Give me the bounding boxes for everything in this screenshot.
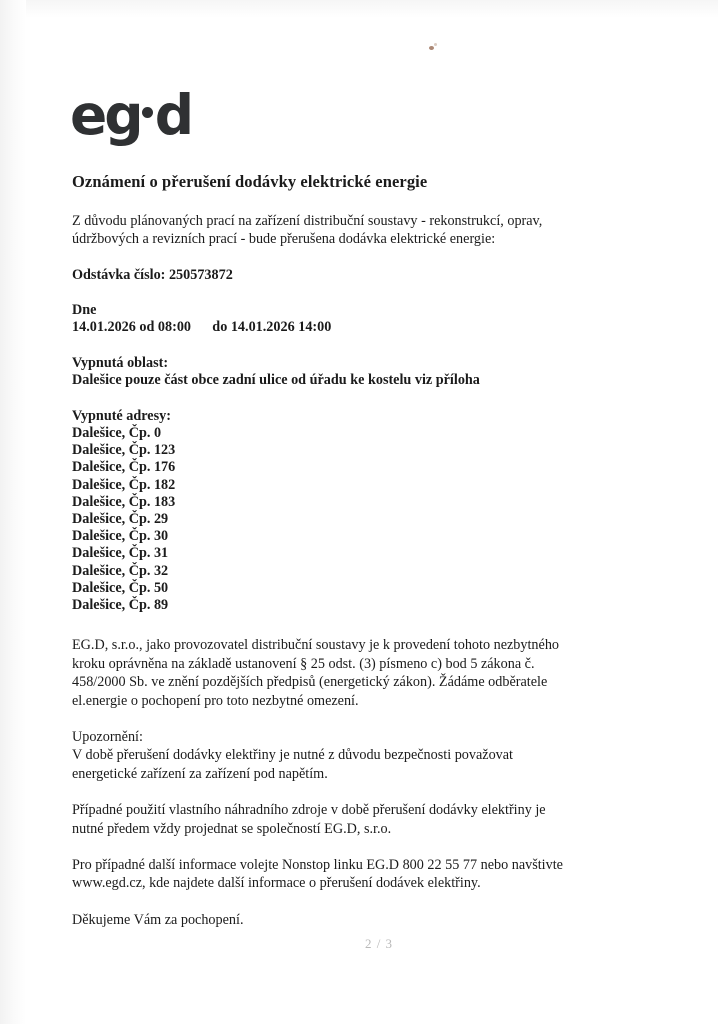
- list-item: Dalešice, Čp. 182: [72, 476, 176, 493]
- outage-number: Odstávka číslo: 250573872: [72, 266, 233, 283]
- scan-edge-tint-top: [0, 0, 718, 18]
- list-item: Dalešice, Čp. 0: [72, 425, 162, 442]
- contact-paragraph: Pro případné další informace volejte Nonstop linku EG.D 800 22 55 77 nebo navštivte www.egd.cz, kde najdete další informace o přerušení dodávek elektřiny.: [72, 856, 563, 892]
- scan-edge-tint-left: [0, 0, 26, 1024]
- addresses-list: [72, 425, 564, 614]
- list-item: Dalešice, Čp. 50: [72, 579, 169, 596]
- warning-label: Upozornění:: [72, 728, 143, 745]
- logo-text-head: eg: [70, 83, 141, 147]
- intro-paragraph: Z důvodu plánovaných prací na zařízení distribuční soustavy - rekonstrukcí, oprav, údržbových a revizních prací - bude přerušena dodávka elektrické energie:: [72, 212, 543, 248]
- list-item: Dalešice, Čp. 30: [72, 528, 169, 545]
- legal-paragraph: EG.D, s.r.o., jako provozovatel distribuční soustavy je k provedení tohoto nezbytného kroku oprávněna na základě ustanovení § 25 odst. (3) písmeno c) bod 5 zákona č. 458/2000 Sb. ve znění pozdějších předpisů (energetický zákon). Žádáme odběratele el.energie o pochopení pro toto nezbytné omezení.: [72, 637, 560, 709]
- scan-artifact-speck-secondary-icon: [434, 43, 437, 46]
- warning-block: [72, 728, 564, 783]
- warning-paragraph: V době přerušení dodávky elektřiny je nutné z důvodu bezpečnosti považovat energetické zařízení za zařízení pod napětím.: [72, 747, 513, 782]
- scan-artifact-speck-icon: [429, 46, 434, 50]
- egd-logo: [70, 83, 192, 147]
- area-value: Dalešice pouze část obce zadní ulice od úřadu ke kostelu viz příloha: [72, 372, 480, 389]
- list-item: Dalešice, Čp. 89: [72, 597, 169, 614]
- list-item: Dalešice, Čp. 32: [72, 562, 169, 579]
- logo-text-tail: d: [154, 83, 192, 147]
- document-body: [72, 172, 564, 929]
- list-item: Dalešice, Čp. 29: [72, 511, 169, 528]
- date-value: 14.01.2026 od 08:00 do 14.01.2026 14:00: [72, 319, 332, 336]
- list-item: Dalešice, Čp. 123: [72, 442, 176, 459]
- logo-dot-icon: [142, 107, 153, 118]
- list-item: Dalešice, Čp. 183: [72, 493, 176, 510]
- backup-source-paragraph: Případné použití vlastního náhradního zdroje v době přerušení dodávky elektřiny je nutné předem vždy projednat se společností EG.D, s.r.o.: [72, 802, 546, 837]
- area-label: Vypnutá oblast:: [72, 354, 169, 371]
- closing-paragraph: Děkujeme Vám za pochopení.: [72, 911, 244, 928]
- list-item: Dalešice, Čp. 176: [72, 459, 176, 476]
- addresses-label: Vypnuté adresy:: [72, 407, 171, 424]
- date-label: Dne: [72, 302, 97, 319]
- page-number: 2 / 3: [364, 936, 394, 951]
- list-item: Dalešice, Čp. 31: [72, 545, 169, 562]
- page-title: Oznámení o přerušení dodávky elektrické energie: [72, 172, 428, 191]
